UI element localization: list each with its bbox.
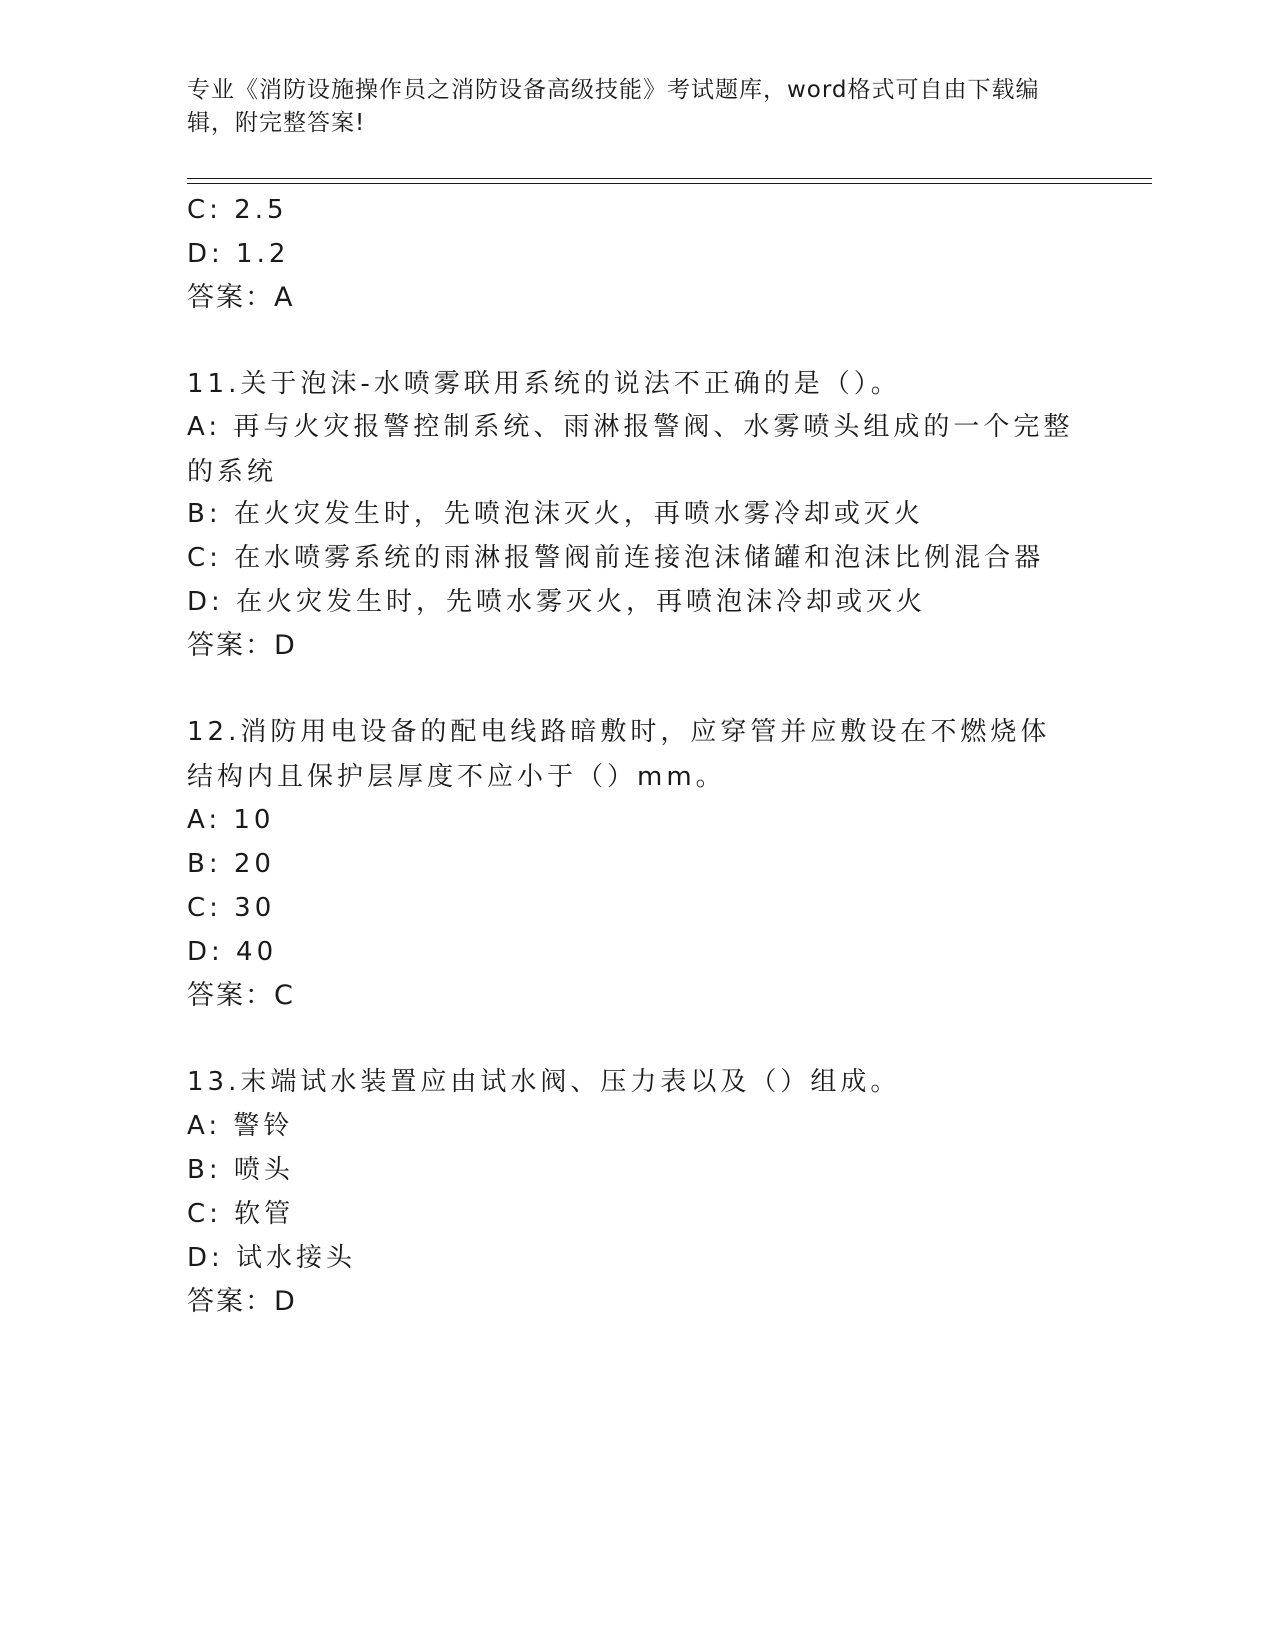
q13-question: 13.末端试水装置应由试水阀、压力表以及（）组成。: [187, 1067, 901, 1097]
q11-option-b: B: 在火灾发生时，先喷泡沫灭火，再喷水雾冷却或灭火: [187, 499, 924, 529]
q12-option-b: B: 20: [187, 849, 275, 879]
document-header: 专业《消防设施操作员之消防设备高级技能》考试题库，word格式可自由下载编辑，附完整答案!: [187, 77, 1040, 136]
q13-option-d: D: 试水接头: [187, 1243, 357, 1273]
q11-option-c: C: 在水喷雾系统的雨淋报警阀前连接泡沫储罐和泡沫比例混合器: [187, 543, 1045, 573]
header-divider-top: [187, 178, 1152, 179]
q13-option-c: C: 软管: [187, 1199, 295, 1229]
q12-option-a: A: 10: [187, 805, 275, 835]
q12-answer: 答案：C: [187, 980, 295, 1011]
q11-option-a: A: 再与火灾报警控制系统、雨淋报警阀、水雾喷头组成的一个完整的系统: [187, 412, 1074, 487]
q12-question: 12.消防用电设备的配电线路暗敷时，应穿管并应敷设在不燃烧体结构内且保护层厚度不应小于（）mm。: [187, 717, 1051, 792]
q12-option-c: C: 30: [187, 893, 276, 923]
q13-option-a: A: 警铃: [187, 1111, 294, 1141]
prev-answer: 答案：A: [187, 282, 295, 313]
prev-option-d: D: 1.2: [187, 239, 290, 269]
q11-question: 11.关于泡沫-水喷雾联用系统的说法不正确的是（）。: [187, 369, 901, 399]
q13-answer: 答案：D: [187, 1286, 297, 1317]
q11-option-d: D: 在火灾发生时，先喷水雾灭火，再喷泡沫冷却或灭火: [187, 587, 927, 617]
header-divider-bottom: [187, 183, 1152, 184]
q12-option-d: D: 40: [187, 937, 278, 967]
q13-option-b: B: 喷头: [187, 1155, 294, 1185]
prev-option-c: C: 2.5: [187, 195, 288, 225]
q11-answer: 答案：D: [187, 630, 297, 661]
